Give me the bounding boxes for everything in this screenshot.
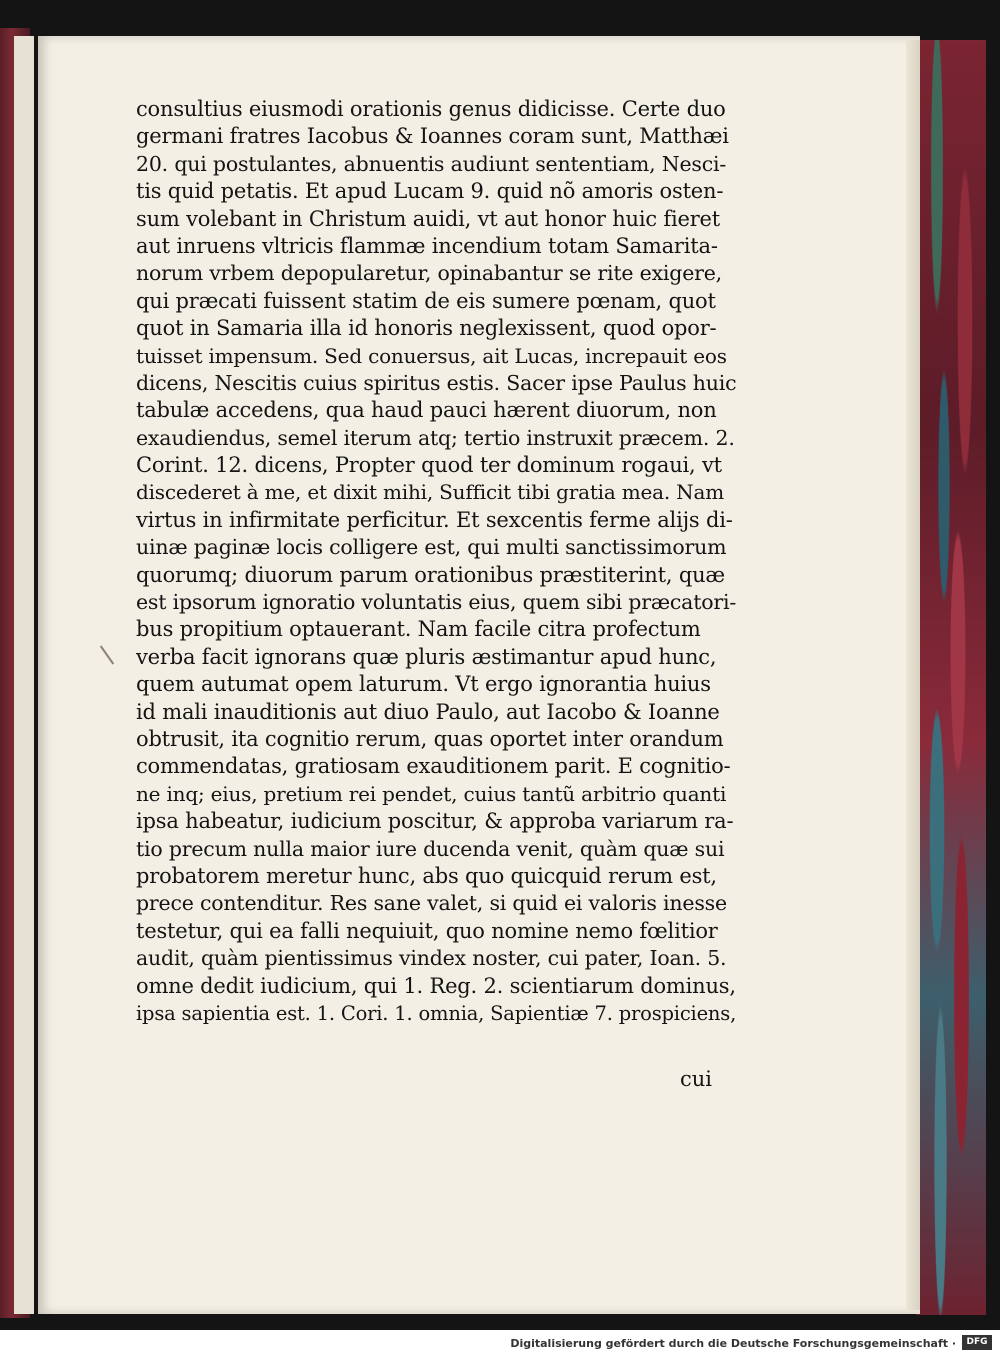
text-line: tabulæ accedens, qua haud pauci hærent diuorum, non [136,398,717,423]
text-line: uinæ paginæ locis colligere est, qui multi sanctissimorum [136,535,727,560]
catchword: cui [680,1067,713,1091]
text-line: qui præcati fuissent statim de eis sumere pœnam, quot [136,288,716,313]
text-line: germani fratres Iacobus & Ioannes coram sunt, Matthæi [136,124,729,149]
text-line: id mali inauditionis aut diuo Paulo, aut Iacobo & Ioanne [136,699,720,724]
text-line: virtus in infirmitate perficitur. Et sexcentis ferme alijs di- [136,507,733,532]
left-page-edge [14,36,34,1314]
funding-notice: Digitalisierung gefördert durch die Deutsche Forschungsgemeinschaft · [510,1337,956,1350]
text-line: Corint. 12. dicens, Propter quod ter dominum rogaui, vt [136,453,722,478]
text-line: probatorem meretur hunc, abs quo quicquid rerum est, [136,863,717,888]
text-line: norum vrbem depopularetur, opinabantur se rite exigere, [136,261,722,286]
text-line: ipsa habeatur, iudicium poscitur, & approba variarum ra- [136,809,734,834]
marbled-cover-right [916,40,986,1315]
text-line: exaudiendus, semel iterum atq; tertio instruxit præcem. 2. [136,425,735,450]
text-line: ne inq; eius, pretium rei pendet, cuius tantũ arbitrio quanti [136,781,727,806]
text-line: prece contenditur. Res sane valet, si quid ei valoris inesse [136,891,727,916]
footer-bar [0,1330,1000,1357]
text-line: quot in Samaria illa id honoris neglexissent, quod opor- [136,316,717,341]
dfg-logo-icon: DFG [962,1335,992,1350]
text-line: audit, quàm pientissimus vindex noster, cui pater, Ioan. 5. [136,946,727,971]
text-line: obtrusit, ita cognitio rerum, quas oportet inter orandum [136,726,724,751]
text-line: tio precum nulla maior iure ducenda venit, quàm quæ sui [136,836,725,861]
text-line: sum volebant in Christum auidi, vt aut honor huic fieret [136,206,721,231]
text-line: tis quid petatis. Et apud Lucam 9. quid nõ amoris osten- [136,179,724,204]
text-line: consultius eiusmodi orationis genus didicisse. Certe duo [136,97,726,121]
page-stack-edge [906,40,920,1310]
text-line: est ipsorum ignoratio voluntatis eius, quem sibi præcatori- [136,590,737,615]
text-line: aut inruens vltricis flammæ incendium totam Samarita- [136,233,718,258]
text-line: ipsa sapientia est. 1. Cori. 1. omnia, Sapientiæ 7. prospiciens, [136,1001,737,1025]
text-line: tuisset impensum. Sed conuersus, ait Lucas, increpauit eos [136,343,727,368]
body-text [136,96,737,1027]
text-line: omne dedit iudicium, qui 1. Reg. 2. scientiarum dominus, [136,973,736,998]
text-line: commendatas, gratiosam exauditionem parit. E cognitio- [136,754,731,779]
text-line: verba facit ignorans quæ pluris æstimantur apud hunc, [136,644,717,669]
text-line: quorumq; diuorum parum orationibus præstiterint, quæ [136,562,725,587]
text-line: bus propitium optauerant. Nam facile citra profectum [136,617,701,642]
text-line: quem autumat opem laturum. Vt ergo ignorantia huius [136,672,711,697]
text-line: 20. qui postulantes, abnuentis audiunt sententiam, Nesci- [136,151,727,176]
text-line: dicens, Nescitis cuius spiritus estis. Sacer ipse Paulus huic [136,370,737,395]
text-line: testetur, qui ea falli nequiuit, quo nomine nemo fœlitior [136,918,718,943]
text-line: discederet à me, et dixit mihi, Sufficit tibi gratia mea. Nam [136,480,724,505]
